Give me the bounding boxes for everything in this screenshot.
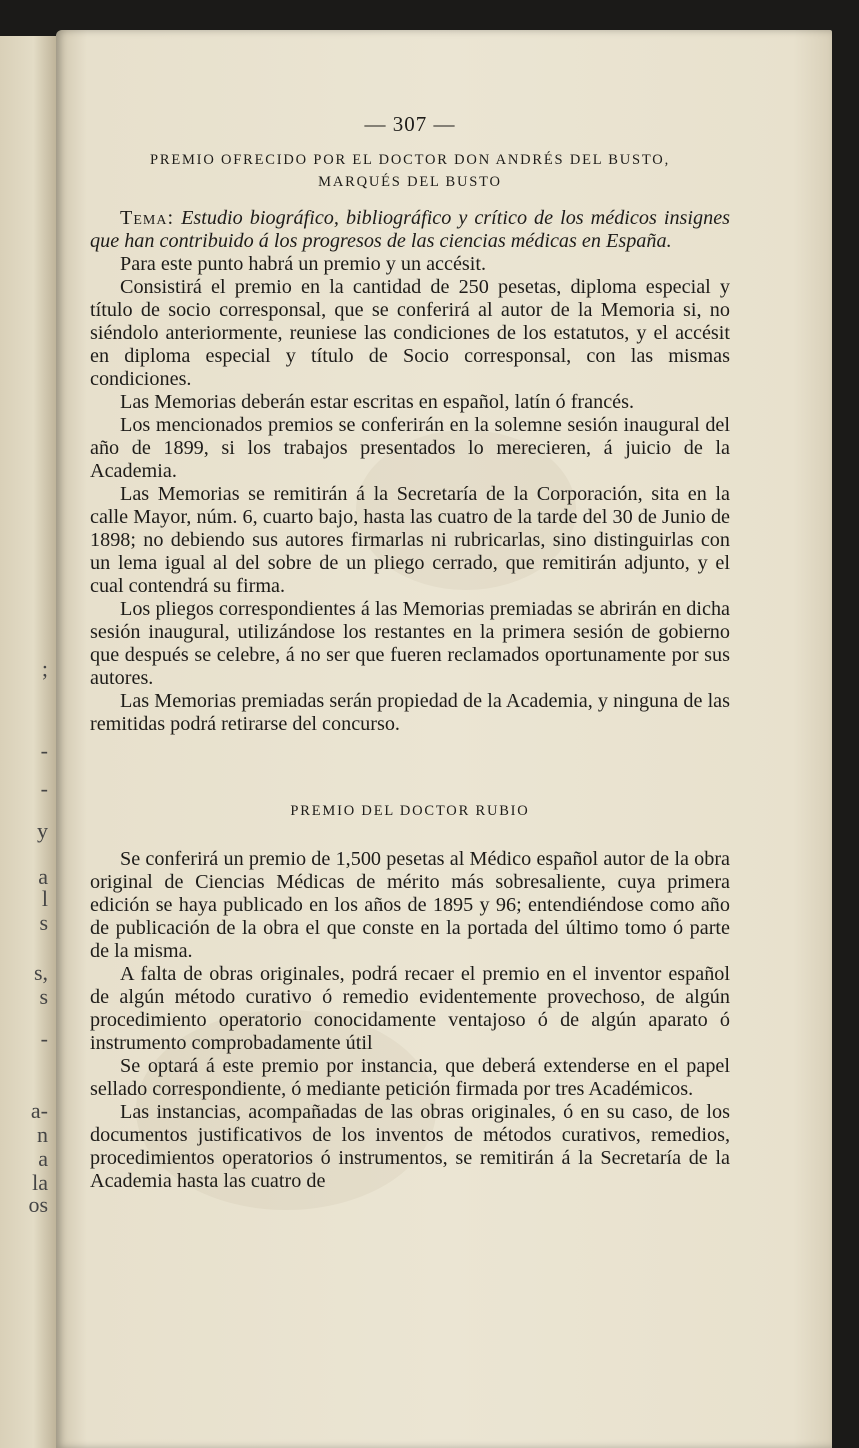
left-fragment: - — [40, 776, 48, 801]
left-page-edge — [0, 36, 58, 1448]
left-fragment: a — [38, 1146, 48, 1171]
left-fragment: la — [32, 1170, 48, 1195]
page-content — [90, 112, 730, 1193]
left-fragment: l — [41, 886, 48, 911]
left-fragment: a — [38, 864, 48, 889]
left-fragment: s — [39, 984, 48, 1009]
section-heading-busto — [90, 149, 730, 193]
section-heading-rubio: PREMIO DEL DOCTOR RUBIO — [290, 803, 530, 819]
paragraph: Se conferirá un premio de 1,500 pesetas al Médico español autor de la obra original de Ciencias Médicas de mérito más sobresaliente, cuya primera edición se haya publicado en los años de 1895 y 96; entendiéndose como año de publicación de la obra el que conste en la portada del último tomo ó parte de la misma. — [90, 848, 730, 962]
paragraph: A falta de obras originales, podrá recaer el premio en el inventor español de algún método curativo ó remedio evidentemente provechoso, de algún procedimiento operatorio conocidamente ventajoso ó de algún aparato ó instrumento comprobadamente útil — [90, 963, 730, 1054]
left-fragment: y — [37, 818, 48, 843]
tema-paragraph — [90, 207, 730, 253]
left-fragment: s, — [33, 960, 48, 985]
left-fragment: ; — [41, 656, 48, 681]
paragraph: Los mencionados premios se conferirán en la solemne sesión inaugural del año de 1899, si los trabajos presentados lo merecieren, á juicio de la Academia. — [90, 414, 730, 482]
paragraph: Las instancias, acompañadas de las obras originales, ó en su caso, de los documentos justificativos de los inventos de métodos curativos, remedios, procedimientos operatorios ó instrumentos, se remitirán á la Secretaría de la Academia hasta las cuatro de — [90, 1101, 730, 1192]
tema-text: Estudio biográfico, bibliográfico y crítico de los médicos insignes que han contribuido á los progresos de las ciencias médicas en España. — [90, 207, 731, 252]
left-fragment: n — [37, 1122, 48, 1147]
tema-label: Tema: — [120, 207, 175, 229]
page-number: — 307 — — [364, 112, 456, 136]
left-fragment: - — [40, 1026, 48, 1051]
paragraph: Las Memorias se remitirán á la Secretaría de la Corporación, sita en la calle Mayor, núm. 6, cuarto bajo, hasta las cuatro de la tarde del 30 de Junio de 1898; no debiendo sus autores firmarlas ni rubricarlas, sino distinguirlas con un lema igual al del sobre de un pliego cerrado, que remitirán adjunto, y el cual contendrá su firma. — [90, 483, 730, 597]
paragraph: Las Memorias premiadas serán propiedad de la Academia, y ninguna de las remitidas podrá retirarse del concurso. — [90, 690, 730, 735]
left-fragment: s — [39, 910, 48, 935]
left-fragment: - — [40, 738, 48, 763]
left-fragment: a- — [30, 1098, 48, 1123]
paragraph: Se optará á este premio por instancia, que deberá extenderse en el papel sellado correspondiente, ó mediante petición firmada por tres Académicos. — [90, 1055, 730, 1100]
paragraph: Las Memorias deberán estar escritas en español, latín ó francés. — [120, 391, 635, 413]
left-fragment: os — [28, 1192, 48, 1217]
paragraph: Para este punto habrá un premio y un accésit. — [120, 253, 487, 275]
heading-line: MARQUÉS DEL BUSTO — [318, 174, 502, 190]
paragraph: Consistirá el premio en la cantidad de 250 pesetas, diploma especial y título de socio corresponsal, que se conferirá al autor de la Memoria si, no siéndolo anteriormente, reuniese las condiciones de los estatutos, y el accésit en diploma especial y título de Socio corresponsal, con las mismas condiciones. — [90, 276, 730, 390]
book-page — [56, 30, 832, 1448]
paragraph: Los pliegos correspondientes á las Memorias premiadas se abrirán en dicha sesión inaugural, utilizándose los restantes en la primera sesión de gobierno que después se celebre, á no ser que fueren reclamados oportunamente por sus autores. — [90, 598, 730, 689]
heading-line: PREMIO OFRECIDO POR EL DOCTOR DON ANDRÉS DEL BUSTO, — [150, 152, 670, 168]
